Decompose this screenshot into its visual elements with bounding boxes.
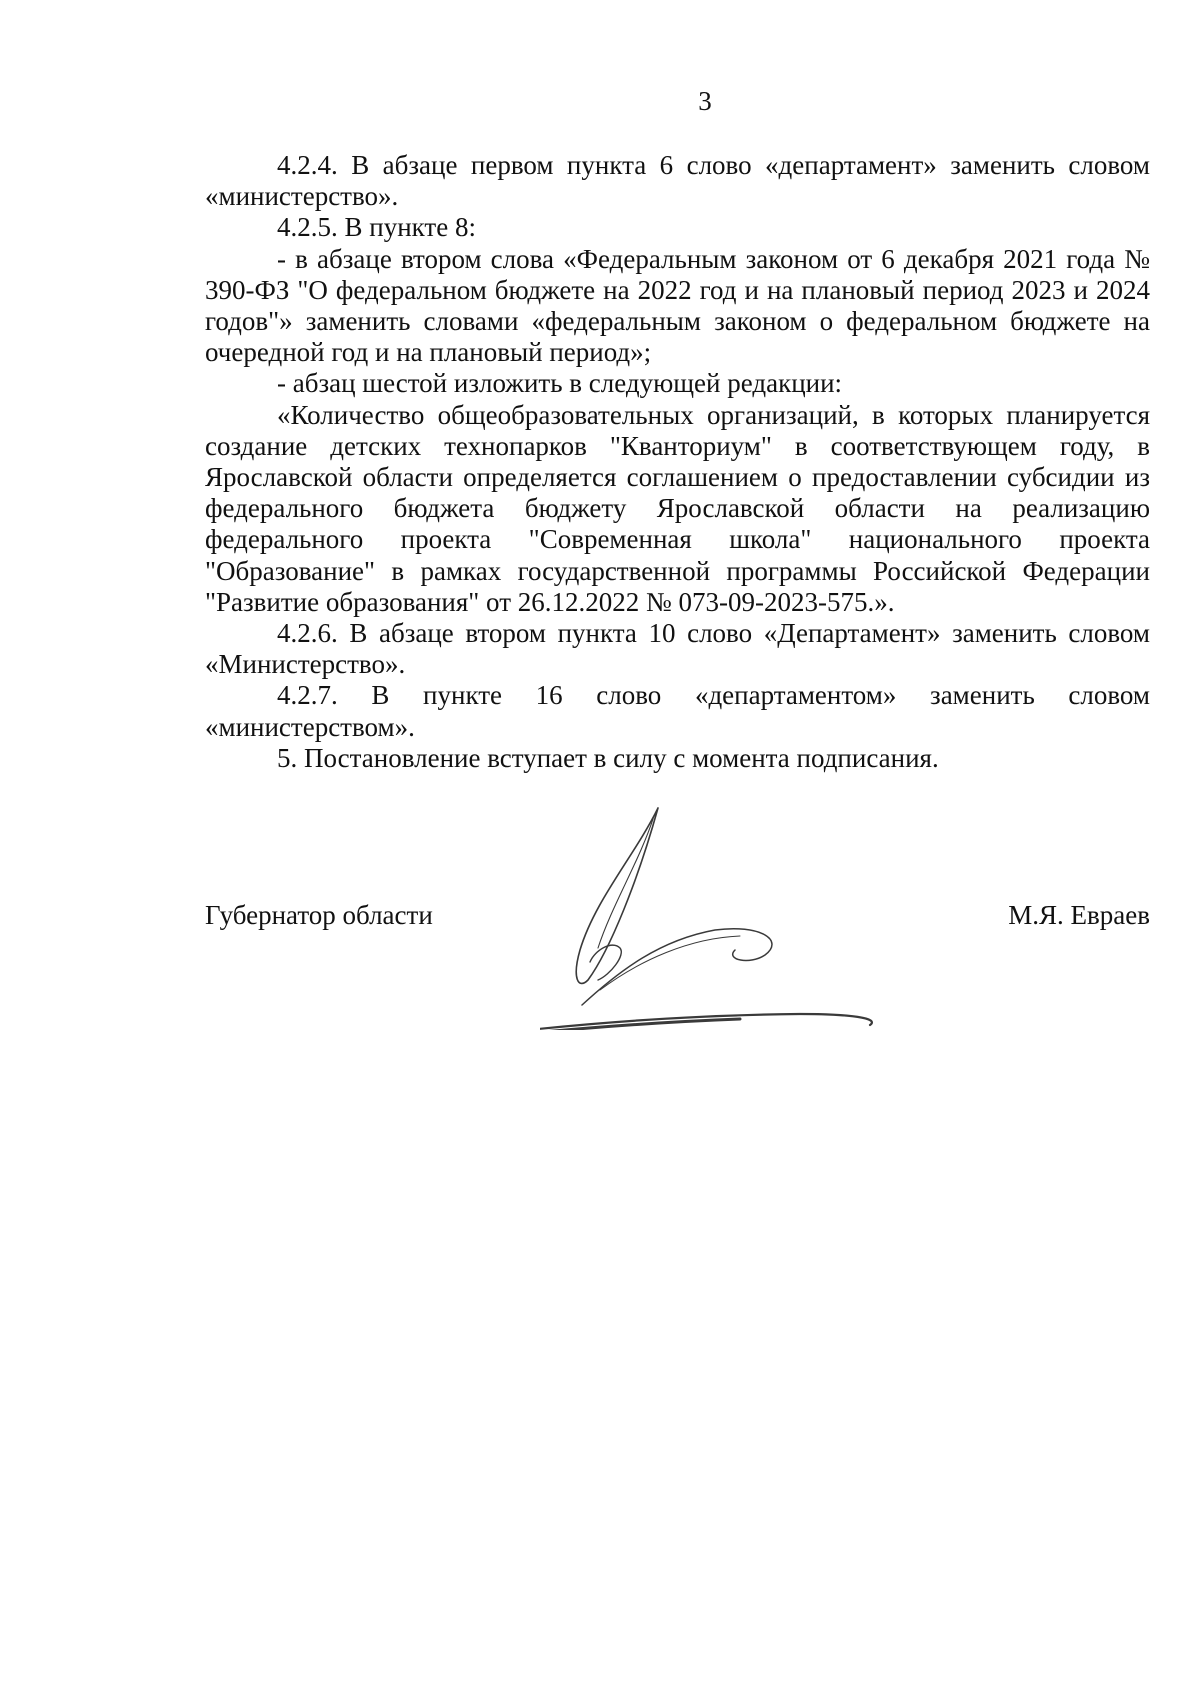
- paragraph-4-2-4: 4.2.4. В абзаце первом пункта 6 слово «департамент» заменить словом «министерство».: [205, 150, 1150, 212]
- paragraph-4-2-7: 4.2.7. В пункте 16 слово «департаментом» заменить словом «министерством».: [205, 680, 1150, 742]
- handwritten-signature: [540, 800, 960, 1030]
- signatory-name: М.Я. Евраев: [1008, 900, 1150, 930]
- page-number: 3: [698, 86, 712, 116]
- paragraph-sixth-abzac-heading: - абзац шестой изложить в следующей редакции:: [277, 368, 843, 399]
- paragraph-4-2-5: 4.2.5. В пункте 8:: [277, 212, 476, 243]
- paragraph-4-2-6: 4.2.6. В абзаце втором пункта 10 слово «Департамент» заменить словом «Министерство».: [205, 618, 1150, 680]
- paragraph-quantorium-text: «Количество общеобразовательных организаций, в которых планируется создание детских технопарков "Кванториум" в соответствующем году, в Ярославской области определяется соглашением о предоставлении субсидии из федерального бюджета бюджету Ярославской области на реализацию федерального проекта "Современная школа" национального проекта "Образование" в рамках государственной программы Российской Федерации "Развитие образования" от 26.12.2022 № 073-09-2023-575.».: [205, 399, 1150, 617]
- signatory-title: Губернатор области: [205, 900, 433, 930]
- paragraph-5-effective: 5. Постановление вступает в силу с момента подписания.: [277, 742, 939, 773]
- paragraph-amend-second-abzac: - в абзаце втором слова «Федеральным законом от 6 декабря 2021 года № 390-ФЗ "О федеральном бюджете на 2022 год и на плановый период 2023 и 2024 годов"» заменить словами «федеральным законом о федеральном бюджете на очередной год и на плановый период»;: [205, 243, 1150, 368]
- document-body: [205, 150, 1150, 774]
